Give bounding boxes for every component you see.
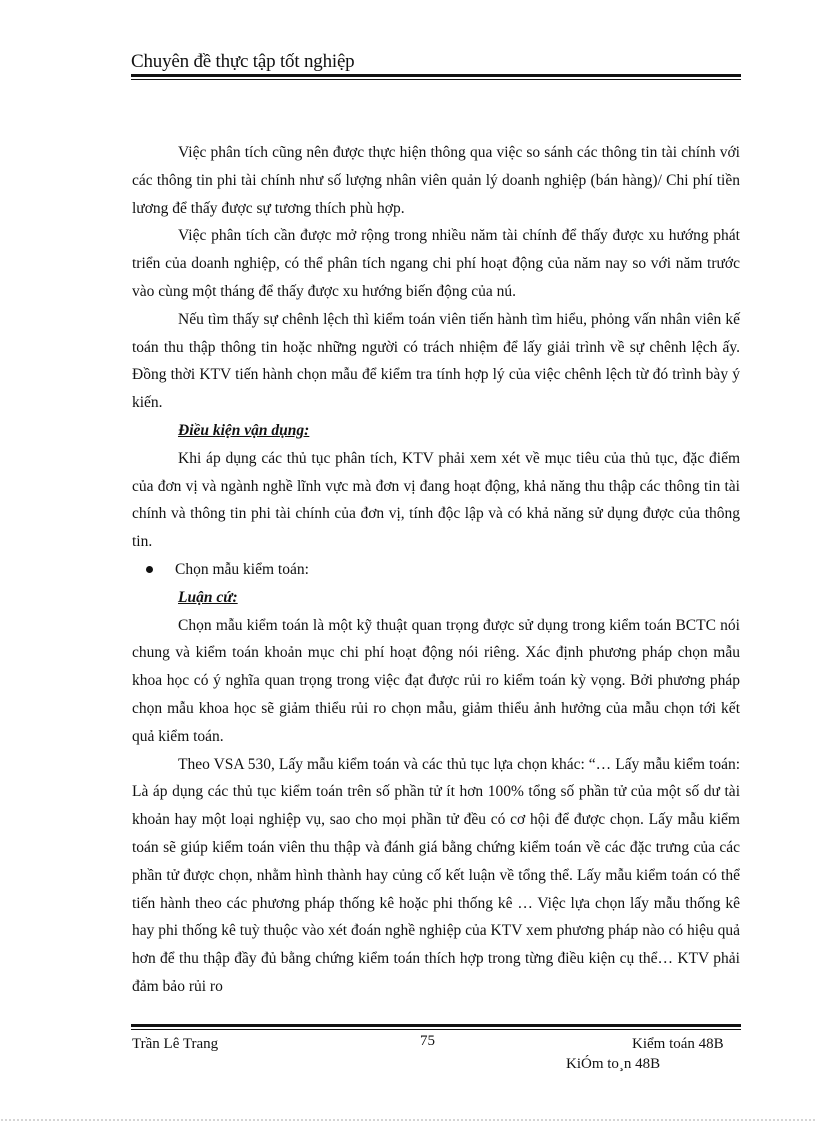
paragraph: Theo VSA 530, Lấy mẫu kiểm toán và các thủ tục lựa chọn khác: “… Lấy mẫu kiểm toán: Là áp dụng các thủ tục kiểm toán trên số phần tử ít hơn 100% tổng số phần tử của một số dư tài khoản hay một loại nghiệp vụ, sao cho mọi phần tử đều có cơ hội để được chọn. Lấy mẫu kiểm toán sẽ giúp kiểm toán viên thu thập và đánh giá bằng chứng kiểm toán về các đặc trưng của các phần tử được chọn, nhằm hình thành hay củng cố kết luận về tổng thể. Lấy mẫu kiểm toán có thể tiến hành theo các phương pháp thống kê hoặc phi thống kê … Việc lựa chọn lấy mẫu thống kê hay phi thống kê tuỳ thuộc vào xét đoán nghề nghiệp của KTV xem phương pháp nào có hiệu quả hơn để thu thập đầy đủ bằng chứng kiểm toán thích hợp trong từng điều kiện cụ thể… KTV phải đảm bảo rủi ro [132, 755, 740, 995]
paragraph: Khi áp dụng các thủ tục phân tích, KTV phải xem xét về mục tiêu của thủ tục, đặc điểm của đơn vị và ngành nghề lĩnh vực mà đơn vị đang hoạt động, khả năng thu thập các thông tin tài chính và thông tin phi tài chính của đơn vị, tính độc lập và có khả năng sử dụng được của thông tin. [132, 449, 740, 551]
paragraph: Nếu tìm thấy sự chênh lệch thì kiểm toán viên tiến hành tìm hiểu, phỏng vấn nhân viên kế toán thu thập thông tin hoặc những người có trách nhiệm để lấy giải trình về sự chênh lệch ấy. Đồng thời KTV tiến hành chọn mẫu để kiểm tra tính hợp lý của việc chênh lệch từ đó trình bày ý kiến. [132, 310, 740, 412]
paragraph: Việc phân tích cũng nên được thực hiện thông qua việc so sánh các thông tin tài chính với các thông tin phi tài chính như số lượng nhân viên quản lý doanh nghiệp (bán hàng)/ Chi phí tiền lương để thấy được sự tương thích phù hợp. [132, 144, 740, 217]
footer-page-number: 75 [420, 1033, 435, 1049]
section-heading-basis: Luận cứ: [178, 588, 238, 606]
footer-rule-thick [131, 1024, 741, 1027]
bullet-text: Chọn mẫu kiểm toán: [175, 560, 309, 578]
header-rule-thin [131, 79, 741, 80]
bullet-item [132, 556, 740, 584]
section-heading-conditions: Điều kiện vận dụng: [178, 421, 310, 439]
bottom-dotted-line [0, 1119, 816, 1121]
page-header-title: Chuyên đề thực tập tốt nghiệp [131, 51, 355, 72]
footer-class-label: Kiểm toán 48B [632, 1036, 724, 1052]
document-body [132, 139, 740, 1001]
footer-rule-thin [131, 1029, 741, 1030]
paragraph: Chọn mẫu kiểm toán là một kỹ thuật quan trọng được sử dụng trong kiểm toán BCTC nói chung và kiểm toán khoản mục chi phí hoạt động nói riêng. Xác định phương pháp chọn mẫu khoa học có ý nghĩa quan trọng trong việc đạt được rủi ro kiểm toán kỳ vọng. Bởi phương pháp chọn mẫu khoa học sẽ giảm thiểu rủi ro chọn mẫu, giảm thiểu ảnh hưởng của mẫu chọn tới kết quả kiểm toán. [132, 616, 740, 745]
paragraph: Việc phân tích cần được mở rộng trong nhiều năm tài chính để thấy được xu hướng phát triển của doanh nghiệp, có thể phân tích ngang chi phí hoạt động của năm nay so với năm trước vào cùng một tháng để thấy được xu hướng biến động của nú. [132, 227, 740, 300]
header-rule-thick [131, 74, 741, 77]
bullet-dot-icon [146, 566, 153, 573]
footer-author: Trần Lê Trang [132, 1036, 219, 1052]
footer-garbled-label: KiÓm to¸n 48B [566, 1056, 661, 1072]
